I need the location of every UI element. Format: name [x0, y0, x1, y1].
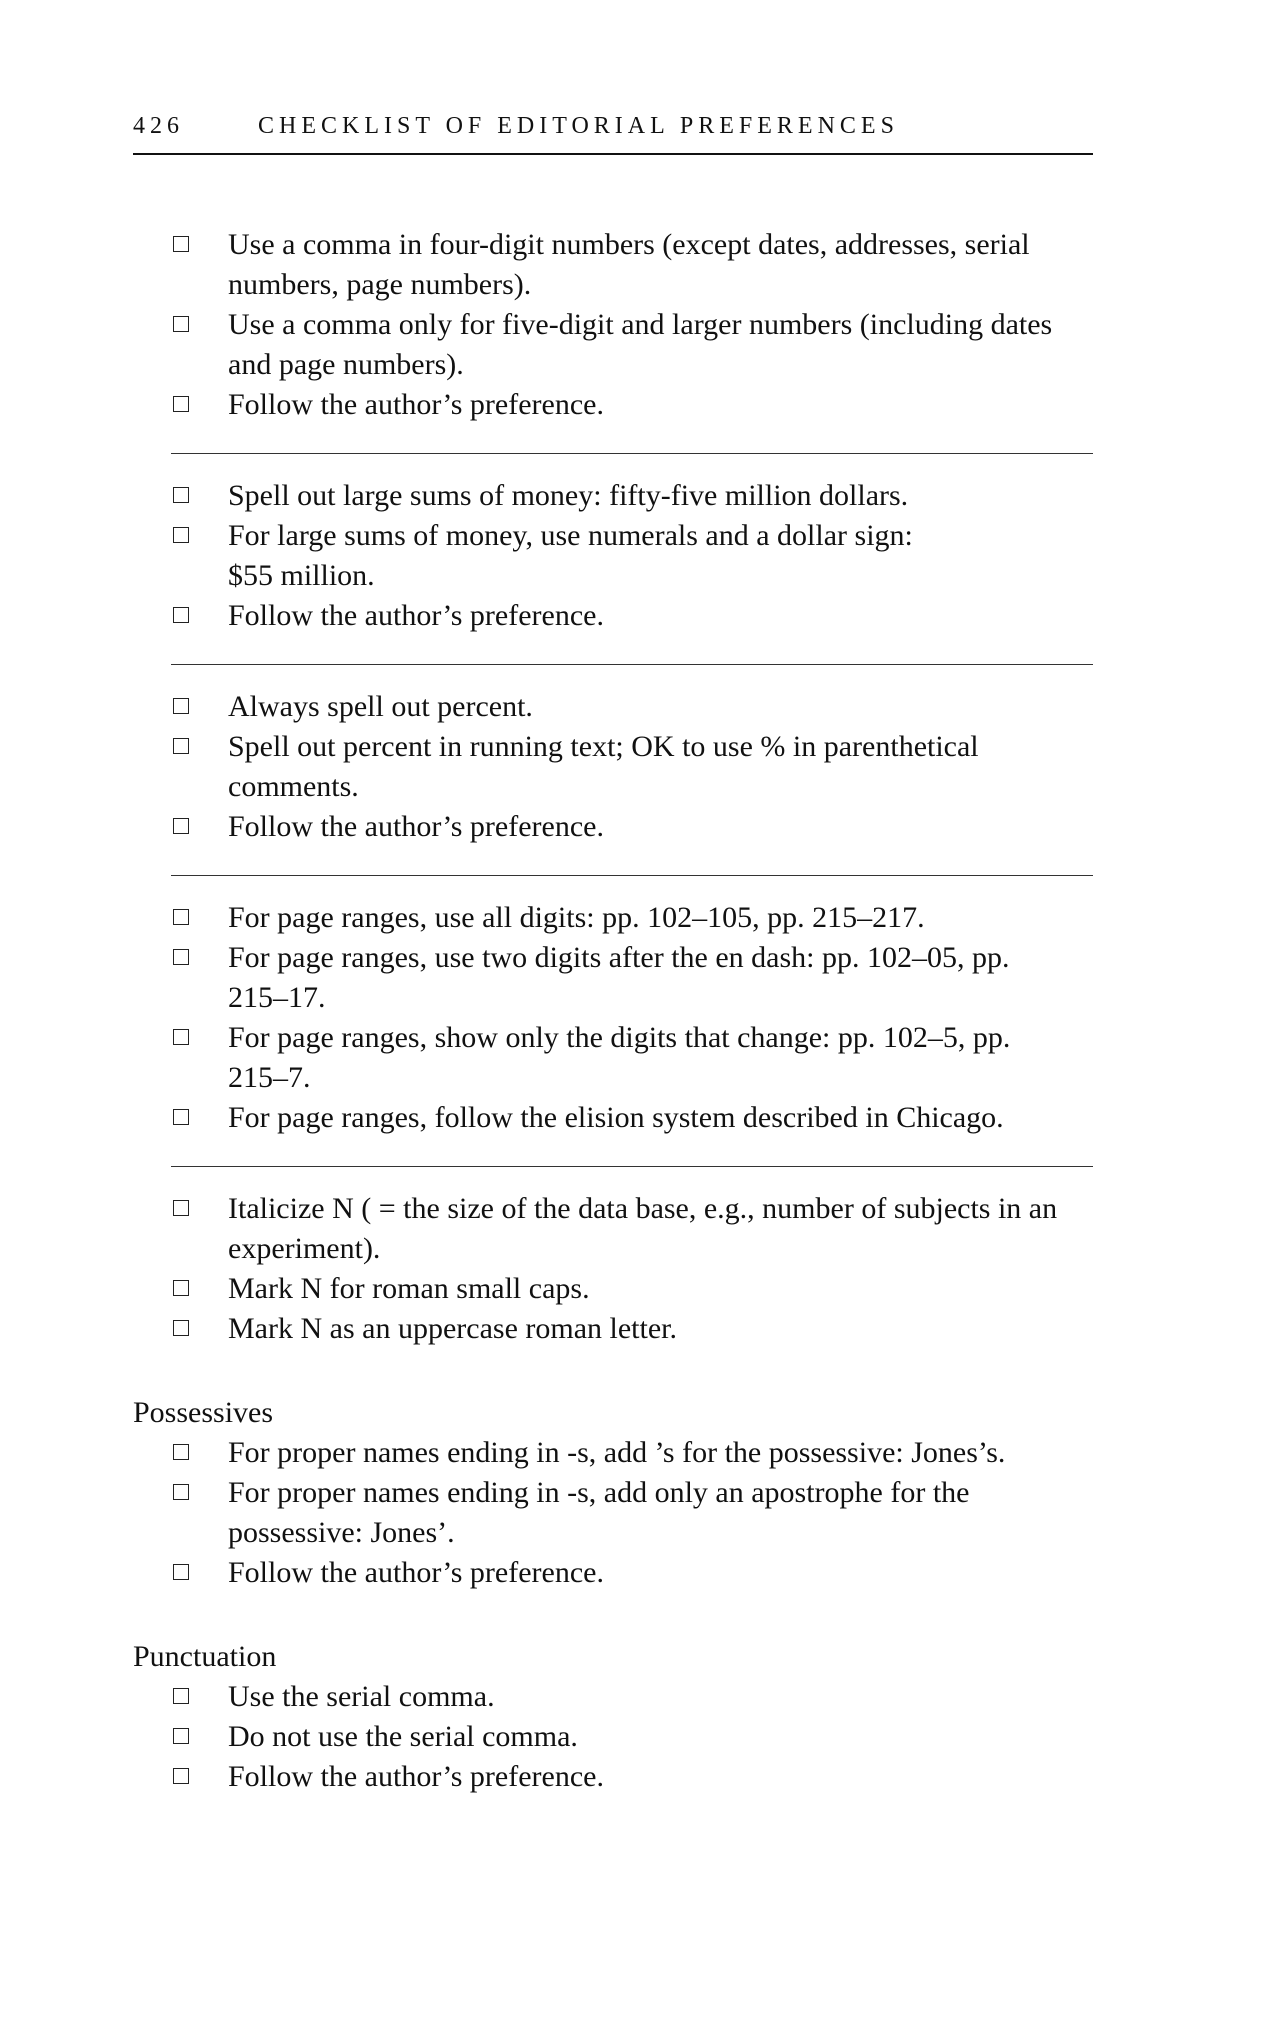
section-title: Possessives	[133, 1396, 274, 1429]
checkbox-icon	[173, 316, 189, 332]
checklist-item	[133, 1757, 1093, 1797]
item-text: For page ranges, use all digits: pp. 102–105, pp. 215–217.	[228, 901, 925, 934]
item-text: Always spell out percent.	[228, 690, 533, 723]
checklist-item	[133, 476, 1093, 516]
checklist-group	[133, 687, 1093, 847]
checkbox-icon	[173, 396, 189, 412]
checkbox-icon	[173, 698, 189, 714]
checklist-item	[133, 687, 1093, 727]
running-head	[133, 108, 1093, 144]
checkbox-icon	[173, 1688, 189, 1704]
checkbox-icon	[173, 1109, 189, 1125]
checklist-item	[133, 385, 1093, 425]
section-punctuation	[133, 1637, 1093, 1797]
item-text: Mark N for roman small caps.	[228, 1272, 590, 1305]
item-text: For large sums of money, use numerals and a dollar sign: $55 million.	[228, 519, 913, 592]
checklist-content	[133, 225, 1093, 1797]
item-text: For proper names ending in -s, add ’s for the possessive: Jones’s.	[228, 1436, 1006, 1469]
checkbox-icon	[173, 236, 189, 252]
checklist-item	[133, 1433, 1093, 1473]
checklist-item	[133, 727, 1093, 807]
checkbox-icon	[173, 527, 189, 543]
checkbox-icon	[173, 1280, 189, 1296]
page-number: 426	[133, 113, 184, 139]
checkbox-icon	[173, 1320, 189, 1336]
checkbox-icon	[173, 1444, 189, 1460]
checklist-item	[133, 1098, 1093, 1138]
item-text: For page ranges, show only the digits that change: pp. 102–5, pp. 215–7.	[228, 1021, 1011, 1094]
checklist-group	[133, 476, 1093, 636]
checkbox-icon	[173, 1768, 189, 1784]
checkbox-icon	[173, 738, 189, 754]
checklist-item	[133, 938, 1093, 1018]
checklist-group	[133, 225, 1093, 425]
checkbox-icon	[173, 1484, 189, 1500]
item-text: For page ranges, follow the elision system described in Chicago.	[228, 1101, 1004, 1134]
item-text: Use a comma in four-digit numbers (except dates, addresses, serial numbers, page numbers).	[228, 228, 1030, 301]
item-text: Follow the author’s preference.	[228, 810, 604, 843]
checklist-item	[133, 516, 1093, 596]
item-text: Spell out large sums of money: fifty-five million dollars.	[228, 479, 909, 512]
item-text: Use the serial comma.	[228, 1680, 495, 1713]
checklist-item	[133, 1269, 1093, 1309]
checklist-item	[133, 1677, 1093, 1717]
item-text: Italicize N ( = the size of the data base, e.g., number of subjects in an experiment).	[228, 1192, 1058, 1265]
item-text: Spell out percent in running text; OK to use % in parenthetical comments.	[228, 730, 979, 803]
checkbox-icon	[173, 1029, 189, 1045]
running-title: CHECKLIST OF EDITORIAL PREFERENCES	[258, 113, 899, 139]
checkbox-icon	[173, 1728, 189, 1744]
checklist-group	[133, 898, 1093, 1138]
checklist-item	[133, 305, 1093, 385]
item-text: Follow the author’s preference.	[228, 599, 604, 632]
checklist-item	[133, 1189, 1093, 1269]
checkbox-icon	[173, 487, 189, 503]
checkbox-icon	[173, 818, 189, 834]
checkbox-icon	[173, 607, 189, 623]
section-possessives	[133, 1393, 1093, 1593]
checklist-item	[133, 596, 1093, 636]
header-rule	[133, 153, 1093, 155]
item-text: Follow the author’s preference.	[228, 388, 604, 421]
item-text: Mark N as an uppercase roman letter.	[228, 1312, 677, 1345]
checkbox-icon	[173, 1564, 189, 1580]
item-text: For page ranges, use two digits after the en dash: pp. 102–05, pp. 215–17.	[228, 941, 1010, 1014]
item-text: For proper names ending in -s, add only an apostrophe for the possessive: Jones’.	[228, 1476, 970, 1549]
item-text: Use a comma only for five-digit and larger numbers (including dates and page numbers).	[228, 308, 1053, 381]
item-text: Do not use the serial comma.	[228, 1720, 578, 1753]
checklist-item	[133, 1018, 1093, 1098]
checklist-item	[133, 225, 1093, 305]
checklist-item	[133, 1473, 1093, 1553]
checklist-item	[133, 898, 1093, 938]
item-text: Follow the author’s preference.	[228, 1556, 604, 1589]
checklist-item	[133, 1553, 1093, 1593]
checklist-item	[133, 1717, 1093, 1757]
checkbox-icon	[173, 1200, 189, 1216]
checklist-group	[133, 1189, 1093, 1349]
section-title: Punctuation	[133, 1640, 277, 1673]
item-text: Follow the author’s preference.	[228, 1760, 604, 1793]
checkbox-icon	[173, 949, 189, 965]
checkbox-icon	[173, 909, 189, 925]
checklist-item	[133, 1309, 1093, 1349]
checklist-item	[133, 807, 1093, 847]
